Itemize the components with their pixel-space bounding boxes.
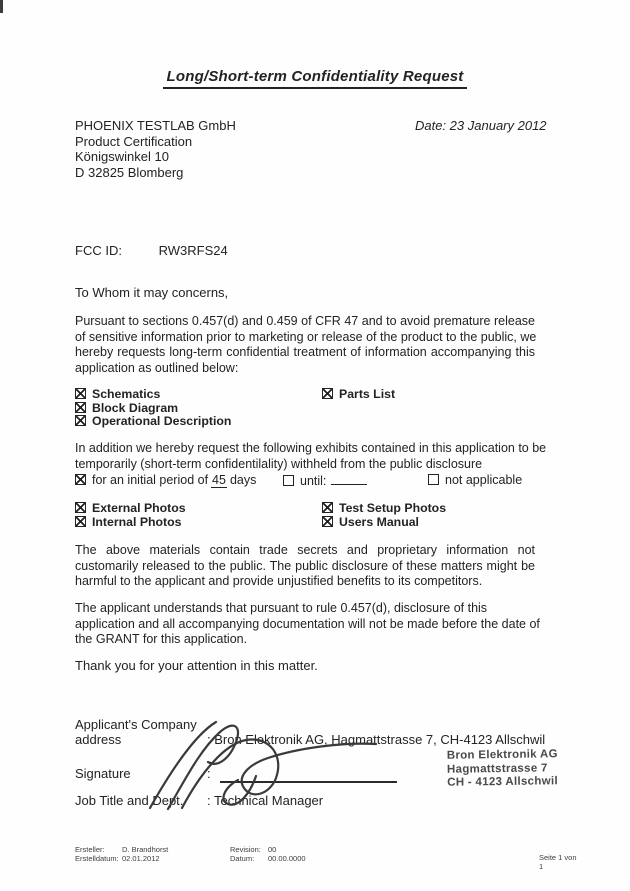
short-term-exhibit-list [75,502,535,529]
paragraph-line: customarily released to the public. The public disclosure of these matters might be [75,558,535,573]
signature-row [75,766,211,781]
page-number: Seite 1 von 1 [539,853,577,871]
paragraph-line: In addition we hereby request the following exhibits contained in this application to be [75,441,547,455]
until-option [283,473,367,488]
paragraph-short-term [75,441,547,472]
address-label: address [75,732,122,747]
footer-label: Ersteller: [75,845,105,854]
document-title-row [0,68,630,89]
date-line: Date: 23 January 2012 [415,118,547,133]
exhibit-row-operational-description [75,415,535,429]
signature-label: Signature [75,766,131,781]
exhibit-row-external-photos [75,502,535,516]
footer-author-column [75,846,168,863]
checkbox-block-diagram[interactable] [75,402,86,413]
checkbox-until[interactable] [283,475,294,486]
exhibit-row-parts-list [322,388,395,402]
initial-period-suffix: days [229,473,257,487]
checkbox-external-photos[interactable] [75,502,86,513]
paragraph-line: of sensitive information prior to marketing or release of the product to the public, we [75,329,537,344]
fcc-id-row [75,243,228,258]
checkbox-label: Test Setup Photos [339,501,447,515]
initial-period-prefix: for an initial period of [92,473,209,487]
scan-artifact-mark [0,0,3,13]
paragraph-line: The applicant understands that pursuant to rule 0.457(d), disclosure of this [75,601,488,615]
withholding-period-row [75,473,545,491]
checkbox-label: Users Manual [339,514,419,529]
exhibit-row-schematics [75,388,535,402]
applicant-company-label: Applicant's Company [75,717,197,732]
checkbox-label: External Photos [92,501,186,515]
long-term-exhibit-list [75,388,535,429]
signature-colon: : [207,766,211,781]
checkbox-internal-photos[interactable] [75,516,86,527]
stamp-line: CH - 4123 Allschwil [447,775,558,789]
long-term-right-column [322,388,395,402]
checkbox-operational-description[interactable] [75,415,86,426]
paragraph-line: harmful to the applicant and provide unjustified benefits to its competitors. [75,574,483,588]
checkbox-label: Parts List [339,387,396,401]
exhibit-row-users-manual [322,516,446,530]
exhibit-row-block-diagram [75,402,535,416]
sender-name: PHOENIX TESTLAB GmbH [75,118,236,133]
job-title-label: Job Title and Dept. [75,793,184,808]
stamp-line: Hagmattstrasse 7 [446,761,548,776]
short-term-left-column [75,502,535,529]
paragraph-line: the GRANT for this application. [75,632,248,646]
salutation: To Whom it may concerns, [75,285,229,300]
checkbox-parts-list[interactable] [322,388,333,399]
fcc-id-value: RW3RFS24 [158,243,228,258]
until-date-field[interactable] [331,473,367,485]
exhibit-row-internal-photos [75,516,535,530]
fcc-id-label: FCC ID: [75,243,122,258]
footer-value: D. Brandhorst [122,845,169,854]
footer-label: Revision: [230,845,261,854]
paragraph-line: The above materials contain trade secrets and proprietary information not [75,543,535,557]
footer-label: Datum: [230,853,255,863]
paragraph-trade-secrets [75,543,535,590]
exhibit-row-test-setup-photos [322,502,446,516]
checkbox-users-manual[interactable] [322,516,333,527]
document-footer [75,845,580,871]
checkbox-label: Schematics [92,387,161,401]
paragraph-line: application as outlined below: [75,360,239,375]
checkbox-test-setup-photos[interactable] [322,502,333,513]
sender-address-block [75,118,236,180]
paragraph-line: hereby requests long-term confidential treatment of information accompanying this [75,345,535,359]
checkbox-schematics[interactable] [75,388,86,399]
footer-value: 02.01.2012 [122,853,160,863]
short-term-right-column [322,502,446,529]
document-title: Long/Short-term Confidentiality Request [163,68,468,89]
paragraph-line: application and all accompanying documentation will not be made before the date of [75,616,540,631]
sender-city: D 32825 Blomberg [75,164,184,180]
not-applicable-option [428,473,522,487]
paragraph-line: Pursuant to sections 0.457(d) and 0.459 of CFR 47 and to avoid premature release [75,314,535,328]
footer-value: 00 [268,845,277,854]
initial-period-days: 45 [212,473,226,487]
footer-revision-column [230,846,306,863]
job-title-value: : Technical Manager [207,793,324,808]
company-stamp [447,748,559,790]
sender-street: Königswinkel 10 [75,149,169,165]
checkbox-label: Block Diagram [92,400,179,415]
initial-period-option [75,473,256,487]
long-term-left-column [75,388,535,429]
sender-dept: Product Certification [75,133,193,149]
footer-row [75,855,168,864]
not-applicable-label: not applicable [445,473,523,487]
footer-label: Erstelldatum: [75,853,119,863]
footer-row [230,855,306,864]
closing-line: Thank you for your attention in this matter. [75,658,318,673]
checkbox-label: Internal Photos [92,514,182,529]
paragraph-line: temporarily (short-term confidentilality) withheld from the public disclosure [75,456,483,471]
checkbox-initial-period[interactable] [75,474,86,485]
paragraph-grant [75,601,540,648]
checkbox-label: Operational Description [92,414,232,429]
paragraph-request [75,314,535,376]
checkbox-not-applicable[interactable] [428,474,439,485]
stamp-line: Bron Elektronik AG [446,748,558,762]
footer-value: 00.00.0000 [268,853,306,863]
address-value: : Bron Elektronik AG, Hagmattstrasse 7, CH-4123 Allschwil [207,732,546,747]
handwritten-signature [138,716,388,811]
until-label: until: [300,474,327,488]
